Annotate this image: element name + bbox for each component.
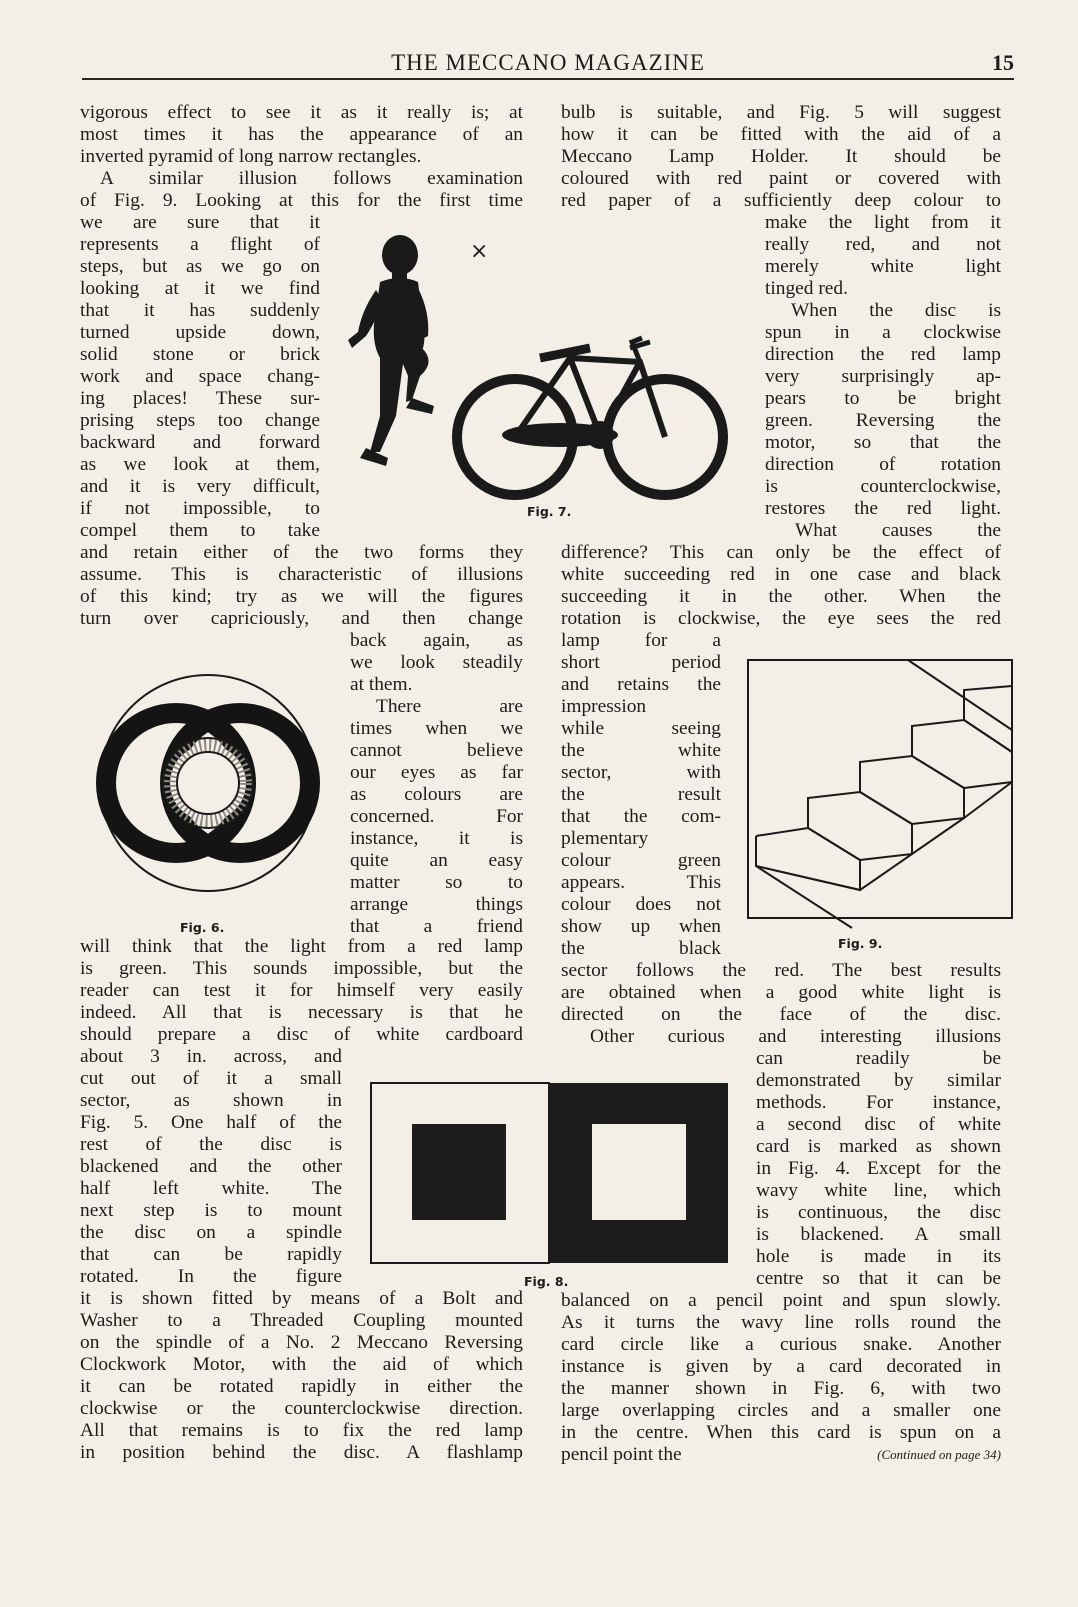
- text-line: directed on the face of the disc.: [561, 1004, 1001, 1025]
- text-line: the disc on a spindle: [80, 1222, 342, 1243]
- text-line: blackened and the other: [80, 1156, 342, 1177]
- text-line: There are: [376, 696, 523, 717]
- text-line: half left white. The: [80, 1178, 342, 1199]
- center-ring: [170, 745, 246, 821]
- text-line: make the light from it: [765, 212, 1001, 233]
- text-line: back again, as: [350, 630, 523, 651]
- text-line: sector, as shown in: [80, 1090, 342, 1111]
- text-line: vigorous effect to see it as it really is; at: [80, 102, 523, 123]
- text-line: is blackened. A small: [756, 1224, 1001, 1245]
- text-line: colour does not: [561, 894, 721, 915]
- text-line: reader can test it for himself very easily: [80, 980, 523, 1001]
- text-line: the manner shown in Fig. 6, with two: [561, 1378, 1001, 1399]
- text-line: clockwise or the counterclockwise direction.: [80, 1398, 523, 1419]
- sector-paragraph: [561, 960, 1001, 1026]
- page-header: [82, 48, 1014, 80]
- spin-paragraph-narrow: [765, 300, 1001, 520]
- text-line: direction the red lamp: [765, 344, 1001, 365]
- text-line: of this kind; try as we will the figures: [80, 586, 523, 607]
- figure-6-illustration: [80, 672, 336, 894]
- text-line: that a friend: [350, 916, 523, 937]
- text-line: rest of the disc is: [80, 1134, 342, 1155]
- text-line: assume. This is characteristic of illusions: [80, 564, 523, 585]
- text-line: and it is very difficult,: [80, 476, 320, 497]
- text-line: motor, so that the: [765, 432, 1001, 453]
- text-line: that the com-: [561, 806, 721, 827]
- text-line: card is marked as shown: [756, 1136, 1001, 1157]
- text-line: looking at it we find: [80, 278, 320, 299]
- text-line: merely white light: [765, 256, 1001, 277]
- text-line: concerned. For: [350, 806, 523, 827]
- text-line: times when we: [350, 718, 523, 739]
- text-line: methods. For instance,: [756, 1092, 1001, 1113]
- text-line: When the disc is: [791, 300, 1001, 321]
- text-line: show up when: [561, 916, 721, 937]
- text-line: direction of rotation: [765, 454, 1001, 475]
- staircase-lines: [756, 660, 1012, 928]
- eye-paragraph-narrow: [561, 630, 721, 960]
- text-line: if not impossible, to: [80, 498, 320, 519]
- text-line: prising steps too change: [80, 410, 320, 431]
- text-line: as colours are: [350, 784, 523, 805]
- other-lead-line: Other curious and interesting illusions: [590, 1026, 1001, 1047]
- text-line: instance, it is: [350, 828, 523, 849]
- text-line: is continuous, the disc: [756, 1202, 1001, 1223]
- text-line: the black: [561, 938, 721, 959]
- illusion-paragraph-lead: [80, 168, 523, 212]
- text-line: inverted pyramid of long narrow rectangles.: [80, 146, 422, 167]
- text-line: short period: [561, 652, 721, 673]
- bulb-paragraph-narrow: [765, 212, 1001, 300]
- text-line: in Fig. 4. Except for the: [756, 1158, 1001, 1179]
- text-line: cut out of it a small: [80, 1068, 342, 1089]
- text-line: tinged red.: [765, 278, 848, 299]
- text-line: A similar illusion follows examination: [100, 168, 523, 189]
- magazine-title: THE MECCANO MAGAZINE: [391, 50, 705, 75]
- text-line: sector follows the red. The best results: [561, 960, 1001, 981]
- text-line: compel them to take: [80, 520, 320, 541]
- bulb-paragraph: [561, 102, 1001, 212]
- text-line: Meccano Lamp Holder. It should be: [561, 146, 1001, 167]
- text-line: represents a flight of: [80, 234, 320, 255]
- text-line: in the centre. When this card is spun on a: [561, 1422, 1001, 1443]
- figure-8-caption: Fig. 8.: [524, 1274, 569, 1289]
- text-line: ing places! These sur-: [80, 388, 320, 409]
- text-line: we look steadily: [350, 652, 523, 673]
- red-lamp-paragraph: [80, 936, 523, 1046]
- text-line: most times it has the appearance of an: [80, 124, 523, 145]
- text-line: the white: [561, 740, 721, 761]
- figure-6-caption: Fig. 6.: [180, 920, 225, 935]
- text-line: card circle like a curious snake. Another: [561, 1334, 1001, 1355]
- text-line: red paper of a sufficiently deep colour to: [561, 190, 1001, 211]
- bicycle-drawing: [457, 338, 723, 495]
- text-line: appears. This: [561, 872, 721, 893]
- final-text: pencil point the: [561, 1444, 682, 1465]
- text-line: that it has suddenly: [80, 300, 320, 321]
- steps-paragraph-wide: [80, 542, 523, 630]
- text-line: and retains the: [561, 674, 721, 695]
- text-line: large overlapping circles and a smaller one: [561, 1400, 1001, 1421]
- text-line: bulb is suitable, and Fig. 5 will suggest: [561, 102, 1001, 123]
- other-paragraph-narrow: [756, 1048, 1001, 1290]
- text-line: next step is to mount: [80, 1200, 342, 1221]
- text-line: matter so to: [350, 872, 523, 893]
- text-line: colour green: [561, 850, 721, 871]
- text-line: is green. This sounds impossible, but the: [80, 958, 523, 979]
- text-line: demonstrated by similar: [756, 1070, 1001, 1091]
- figure-8-illustration: [370, 1082, 730, 1264]
- text-line: can readily be: [756, 1048, 1001, 1069]
- text-line: as we look at them,: [80, 454, 320, 475]
- text-line: it is shown fitted by means of a Bolt and: [80, 1288, 523, 1309]
- text-line: is counterclockwise,: [765, 476, 1001, 497]
- text-line: rotated. In the figure: [80, 1266, 342, 1287]
- text-line: balanced on a pencil point and spun slowly.: [561, 1290, 1001, 1311]
- text-line: turned upside down,: [80, 322, 320, 343]
- text-line: wavy white line, which: [756, 1180, 1001, 1201]
- black-square: [412, 1124, 506, 1220]
- text-line: really red, and not: [765, 234, 1001, 255]
- text-line: while seeing: [561, 718, 721, 739]
- text-line: hole is made in its: [756, 1246, 1001, 1267]
- man-silhouette: [348, 235, 434, 466]
- text-line: about 3 in. across, and: [80, 1046, 342, 1067]
- text-line: will think that the light from a red lamp: [80, 936, 523, 957]
- text-line: of Fig. 9. Looking at this for the first time: [80, 190, 523, 211]
- text-line: work and space chang-: [80, 366, 320, 387]
- white-square: [592, 1124, 686, 1220]
- text-line: rotation is clockwise, the eye sees the red: [561, 608, 1001, 629]
- text-line: restores the red light.: [765, 498, 1001, 519]
- difference-paragraph: [561, 542, 1001, 630]
- text-line: steps, but as we go on: [80, 256, 320, 277]
- page-number: 15: [992, 50, 1014, 75]
- balanced-paragraph: [561, 1290, 1001, 1444]
- text-line: All that remains is to fix the red lamp: [80, 1420, 523, 1441]
- text-line: that can be rapidly: [80, 1244, 342, 1265]
- steps-paragraph-narrow: [80, 212, 320, 542]
- text-line: indeed. All that is necessary is that he: [80, 1002, 523, 1023]
- final-line: [561, 1444, 1001, 1466]
- text-line: a second disc of white: [756, 1114, 1001, 1135]
- text-line: arrange things: [350, 894, 523, 915]
- text-line: Clockwork Motor, with the aid of which: [80, 1354, 523, 1375]
- text-line: on the spindle of a No. 2 Meccano Reversing: [80, 1332, 523, 1353]
- text-line: very surprisingly ap-: [765, 366, 1001, 387]
- text-line: spun in a clockwise: [765, 322, 1001, 343]
- text-line: As it turns the wavy line rolls round the: [561, 1312, 1001, 1333]
- cross-mark: ×: [470, 239, 489, 264]
- text-line: succeeding it in the other. When the: [561, 586, 1001, 607]
- text-line: coloured with red paint or covered with: [561, 168, 1001, 189]
- colour-paragraph-narrow: [350, 630, 523, 938]
- text-line: centre so that it can be: [756, 1268, 1001, 1289]
- text-line: the result: [561, 784, 721, 805]
- text-line: white succeeding red in one case and black: [561, 564, 1001, 585]
- text-line: plementary: [561, 828, 649, 849]
- continued-note: (Continued on page 34): [877, 1447, 1001, 1462]
- text-line: in position behind the disc. A flashlamp: [80, 1442, 523, 1463]
- text-line: how it can be fitted with the aid of a: [561, 124, 1001, 145]
- text-line: Fig. 5. One half of the: [80, 1112, 342, 1133]
- text-line: green. Reversing the: [765, 410, 1001, 431]
- figure-7-illustration: [340, 230, 740, 510]
- text-line: our eyes as far: [350, 762, 523, 783]
- figure-7-caption: Fig. 7.: [527, 504, 572, 519]
- text-line: should prepare a disc of white cardboard: [80, 1024, 523, 1045]
- text-line: Washer to a Threaded Coupling mounted: [80, 1310, 523, 1331]
- causes-line: What causes the: [795, 520, 1001, 541]
- text-line: difference? This can only be the effect of: [561, 542, 1001, 563]
- text-line: and retain either of the two forms they: [80, 542, 523, 563]
- intro-paragraph: [80, 102, 523, 168]
- figure-9-caption: Fig. 9.: [838, 936, 883, 951]
- text-line: lamp for a: [561, 630, 721, 651]
- text-line: solid stone or brick: [80, 344, 320, 365]
- figure-9-illustration: [748, 660, 1014, 920]
- text-line: turn over capriciously, and then change: [80, 608, 523, 629]
- text-line: cannot believe: [350, 740, 523, 761]
- text-line: we are sure that it: [80, 212, 320, 233]
- disc-paragraph-narrow: [80, 1046, 342, 1288]
- text-line: it can be rotated rapidly in either the: [80, 1376, 523, 1397]
- text-line: at them.: [350, 674, 413, 695]
- text-line: sector, with: [561, 762, 721, 783]
- text-line: instance is given by a card decorated in: [561, 1356, 1001, 1377]
- text-line: pears to be bright: [765, 388, 1001, 409]
- text-line: quite an easy: [350, 850, 523, 871]
- text-line: backward and forward: [80, 432, 320, 453]
- text-line: impression: [561, 696, 647, 717]
- motor-paragraph: [80, 1288, 523, 1464]
- text-line: are obtained when a good white light is: [561, 982, 1001, 1003]
